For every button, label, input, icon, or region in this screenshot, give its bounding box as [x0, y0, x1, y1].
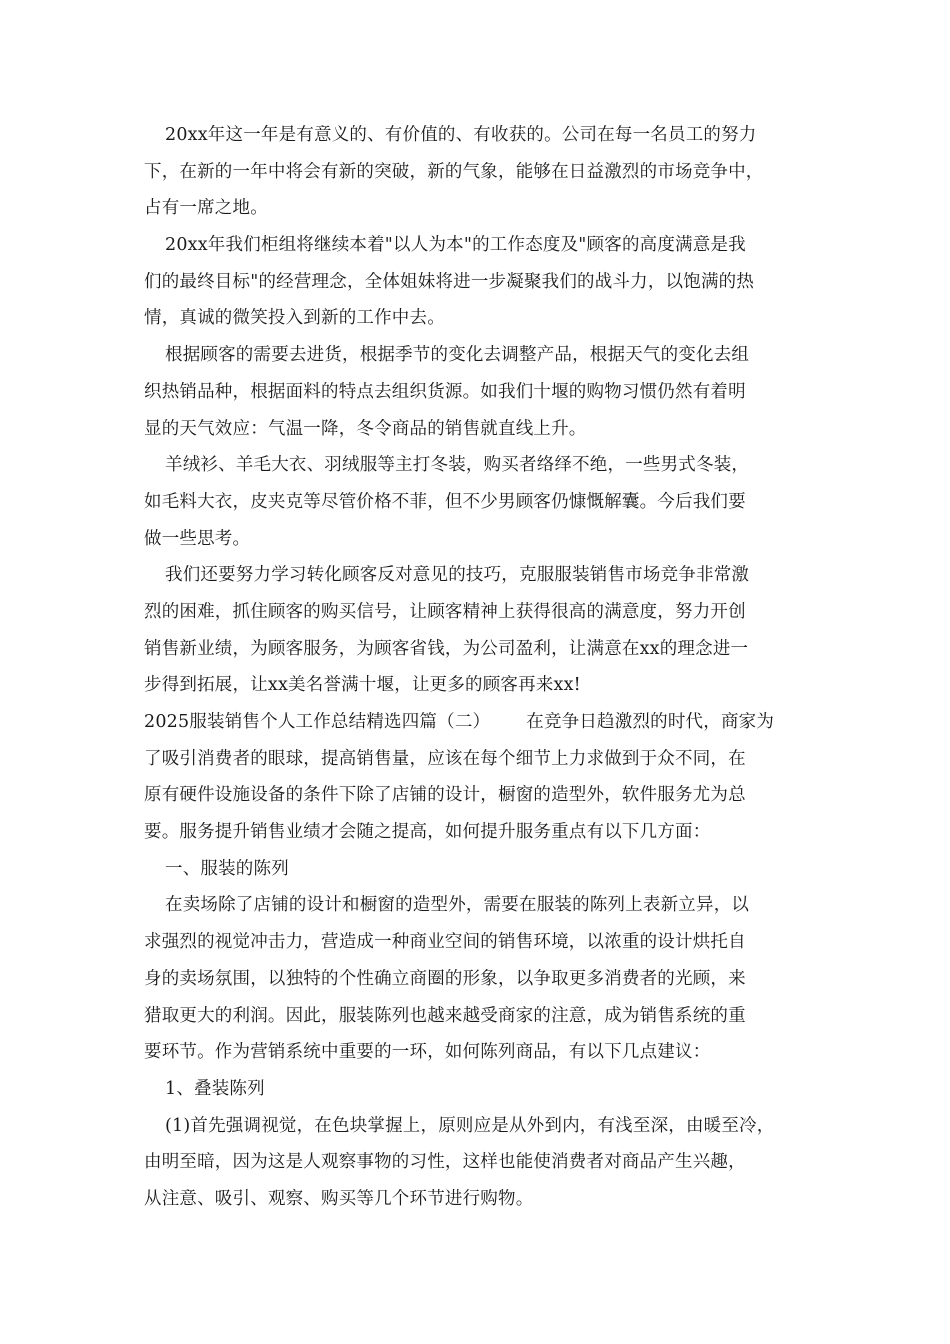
section-heading: 2025服装销售个人工作总结精选四篇（二） [144, 712, 491, 732]
text-line: 做一些思考。 [144, 528, 251, 549]
text-line: 由明至暗，因为这是人观察事物的习性，这样也能使消费者对商品产生兴趣， [144, 1152, 746, 1173]
text-line: 根据顾客的需要去进货，根据季节的变化去调整产品，根据天气的变化去组 [165, 345, 750, 366]
text-line: 了吸引消费者的眼球，提高销售量，应该在每个细节上力求做到于众不同，在 [144, 748, 746, 769]
text-line: 求强烈的视觉冲击力，营造成一种商业空间的销售环境，以浓重的设计烘托自 [144, 932, 746, 953]
text-line: 如毛料大衣，皮夹克等尽管价格不菲，但不少男顾客仍慷慨解囊。今后我们要 [144, 491, 746, 512]
text-line: 原有硬件设施设备的条件下除了店铺的设计，橱窗的造型外，软件服务尤为总 [144, 785, 746, 806]
document-body [144, 117, 814, 1218]
heading-continuation-text: 在竞争日趋激烈的时代，商家为 [526, 712, 775, 732]
text-line: 20xx年这一年是有意义的、有价值的、有收获的。公司在每一名员工的努力 [165, 125, 757, 145]
text-line: 在卖场除了店铺的设计和橱窗的造型外，需要在服装的陈列上表新立异，以 [165, 895, 750, 916]
text-line: 我们还要努力学习转化顾客反对意见的技巧，克服服装销售市场竞争非常激 [165, 565, 750, 586]
text-line: 从注意、吸引、观察、购买等几个环节进行购物。 [144, 1188, 534, 1209]
text-line: 步得到拓展，让xx美名誉满十堰，让更多的顾客再来xx! [144, 675, 581, 696]
text-line: (1)首先强调视觉，在色块掌握上，原则应是从外到内，有浅至深，由暖至冷， [165, 1115, 775, 1136]
text-line: 要。服务提升销售业绩才会随之提高，如何提升服务重点有以下几方面： [144, 822, 711, 843]
text-line: 销售新业绩，为顾客服务，为顾客省钱，为公司盈利，让满意在xx的理念进一 [144, 638, 749, 659]
text-line: 要环节。作为营销系统中重要的一环，如何陈列商品，有以下几点建议： [144, 1042, 711, 1063]
text-line: 显的天气效应：气温一降，冬令商品的销售就直线上升。 [144, 418, 587, 439]
section-heading-line [144, 704, 814, 741]
text-line: 占有一席之地。 [144, 198, 268, 219]
text-line: 烈的困难，抓住顾客的购买信号，让顾客精神上获得很高的满意度，努力开创 [144, 601, 746, 622]
text-line: 情，真诚的微笑投入到新的工作中去。 [144, 308, 445, 329]
text-line: 身的卖场氛围，以独特的个性确立商圈的形象，以争取更多消费者的光顾，来 [144, 968, 746, 989]
text-line: 羊绒衫、羊毛大衣、羽绒服等主打冬装，购买者络绎不绝，一些男式冬装， [165, 455, 750, 476]
text-line: 20xx年我们柜组将继续本着"以人为本"的工作态度及"顾客的高度满意是我 [165, 235, 746, 256]
subheading-line: 1、叠装陈列 [165, 1078, 265, 1099]
text-line: 猎取更大的利润。因此，服装陈列也越来越受商家的注意，成为销售系统的重 [144, 1005, 746, 1026]
text-line: 织热销品种，根据面料的特点去组织货源。如我们十堰的购物习惯仍然有着明 [144, 381, 746, 402]
text-line: 下，在新的一年中将会有新的突破，新的气象，能够在日益激烈的市场竞争中， [144, 161, 764, 182]
text-line: 们的最终目标"的经营理念，全体姐妹将进一步凝聚我们的战斗力，以饱满的热 [144, 271, 755, 292]
subheading-line: 一、服装的陈列 [165, 858, 289, 879]
